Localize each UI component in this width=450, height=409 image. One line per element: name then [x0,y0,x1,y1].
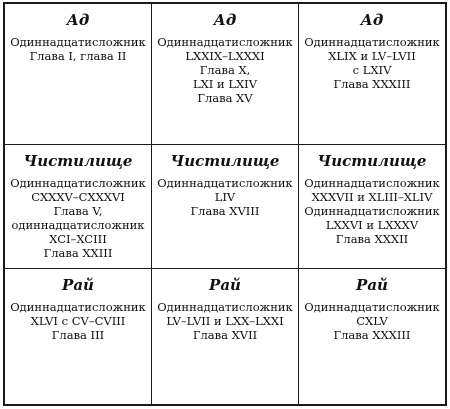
table-cell [5,4,152,145]
cell-title: Чистилище [317,152,427,170]
cell-line: Одиннадцатисложник [157,176,293,190]
cell-line: Глава XXIII [43,246,113,260]
cell-line: Глава X, [199,63,251,77]
cell-line: Глава XXXIII [333,328,411,342]
cell-line: Одиннадцатисложник [157,35,293,49]
cell-line: Одиннадцатисложник [10,176,146,190]
cell-line: Глава I, глава II [29,49,127,63]
cell-title: Ад [360,11,384,29]
cell-line: Одиннадцатисложник [10,300,146,314]
cell-line: Глава XVII [192,328,258,342]
cell-line: Одиннадцатисложник [304,35,440,49]
cell-line: Глава XVIII [190,204,260,218]
table-cell [5,269,152,405]
table-cell [299,4,446,145]
cell-line: CXLV [356,314,388,328]
cell-title: Ад [213,11,237,29]
cell-line: LXXVI и LXXXV [325,218,419,232]
cell-line: Одиннадцатисложник [10,35,146,49]
cell-line: LXI и LXIV [192,77,257,91]
cell-line: XLVI с CV–CVIII [30,314,126,328]
cell-line: LIV [214,190,236,204]
cell-title: Рай [62,276,94,294]
table-cell [152,269,299,405]
table-row-paradiso [5,269,446,405]
cell-line: Одиннадцатисложник [304,176,440,190]
verse-grid [4,3,446,405]
cell-line: LXXIX–LXXXI [185,49,265,63]
table-cell [5,145,152,269]
cell-line: Глава III [51,328,105,342]
cell-line: Глава XXXII [335,232,409,246]
cell-line: Одиннадцатисложник [157,300,293,314]
cell-line: Одиннадцатисложник [304,300,440,314]
cell-title: Рай [209,276,241,294]
cell-line: LV–LVII и LXX–LXXI [166,314,284,328]
table-cell [152,145,299,269]
cell-line: с LXIV [352,63,392,77]
cell-line: XCI–XCIII [49,232,107,246]
table-cell [299,145,446,269]
cell-line: Глава V, [53,204,103,218]
cell-title: Рай [356,276,388,294]
cell-line: XLIX и LV–LVII [328,49,416,63]
cell-line: одиннадцатисложник [11,218,145,232]
cell-line: Глава XV [197,91,253,105]
cell-title: Ад [66,11,90,29]
table-row-purgatorio [5,145,446,269]
table-row-inferno [5,4,446,145]
cell-line: Одиннадцатисложник [304,204,440,218]
table-cell [152,4,299,145]
verse-table [3,2,447,406]
cell-line: XXXVII и XLIII–XLIV [311,190,433,204]
cell-title: Чистилище [170,152,280,170]
cell-line: CXXXV–CXXXVI [31,190,125,204]
cell-title: Чистилище [23,152,133,170]
cell-line: Глава XXXIII [333,77,411,91]
table-cell [299,269,446,405]
